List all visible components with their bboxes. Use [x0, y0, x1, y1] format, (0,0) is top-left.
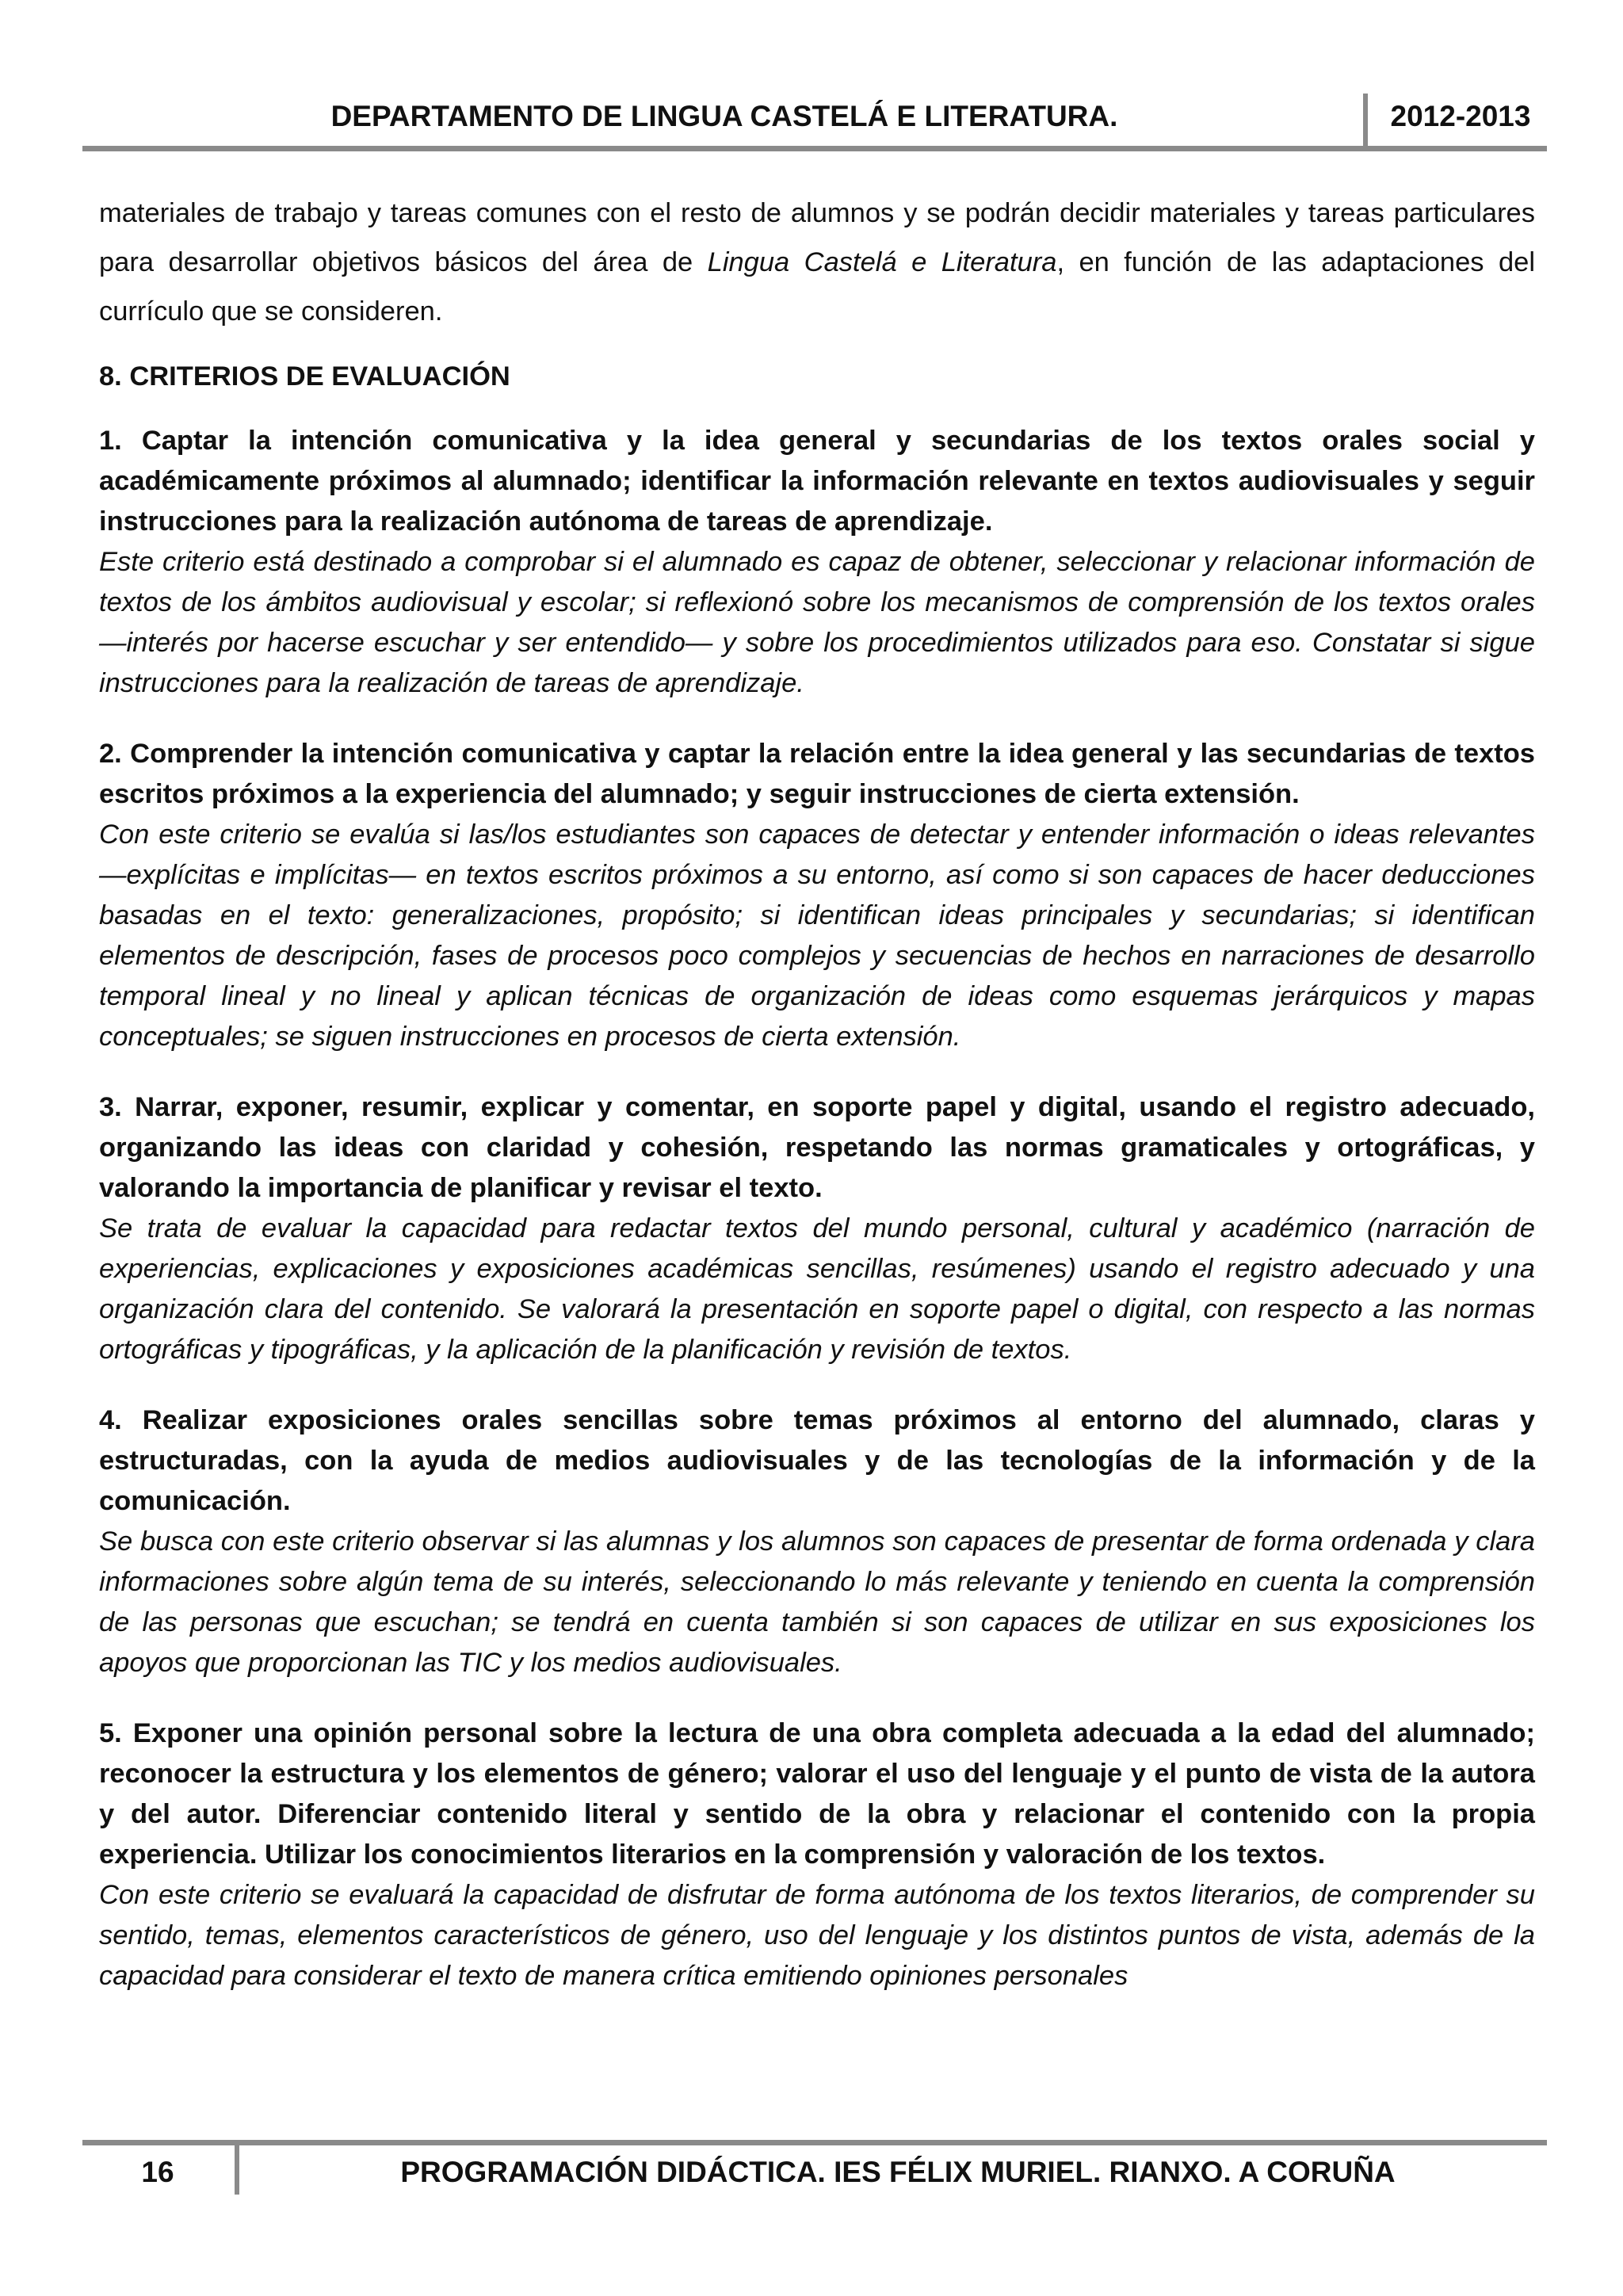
section-title: 8. CRITERIOS DE EVALUACIÓN — [99, 361, 510, 392]
page-content — [99, 189, 1535, 1996]
criterion-description: Este criterio está destinado a comprobar si el alumnado es capaz de obtener, seleccionar y relacionar información de textos de los ámbitos audiovisual y escolar; si reflexionó sobre los mecanismos de comprensión de los textos orales —interés por hacerse escuchar y ser entendido— y sobre los procedimientos utilizados para eso. Constatar si sigue instrucciones para la realización de tareas de aprendizaje. — [99, 547, 1535, 698]
intro-paragraph — [99, 189, 1535, 336]
criterion-5 — [99, 1713, 1535, 1996]
header-separator — [1363, 94, 1368, 146]
criterion-title: 2. Comprender la intención comunicativa y captar la relación entre la idea general y las secundarias de textos escritos próximos a la experiencia del alumnado; y seguir instrucciones de cierta extensión. — [99, 739, 1535, 809]
criterion-description: Con este criterio se evaluará la capacidad de disfrutar de forma autónoma de los textos literarios, de comprender su sentido, temas, elementos característicos de género, uso del lenguaje y los distintos puntos de vista, además de la capacidad para considerar el texto de manera crítica emitiendo opiniones personales — [99, 1880, 1535, 1991]
intro-text-after: , en función de las adaptaciones del currículo que se consideren. — [99, 247, 1535, 327]
criterion-4 — [99, 1400, 1535, 1683]
criterion-title: 3. Narrar, exponer, resumir, explicar y comentar, en soporte papel y digital, usando el registro adecuado, organizando las ideas con claridad y cohesión, respetando las normas gramaticales y ortográficas, y valorando la importancia de planificar y revisar el texto. — [99, 1092, 1535, 1203]
header-title: DEPARTAMENTO DE LINGUA CASTELÁ E LITERATURA. — [330, 100, 1118, 132]
criterion-description: Con este criterio se evalúa si las/los estudiantes son capaces de detectar y entender información o ideas relevantes —explícitas e implícitas— en textos escritos próximos a su entorno, así como si son capaces de hacer deducciones basadas en el texto: generalizaciones, propósito; si identifican ideas principales y secundarias; si identifican elementos de descripción, fases de procesos poco complejos y secuencias de hechos en narraciones de desarrollo temporal lineal y no lineal y aplican técnicas de organización de ideas como esquemas jerárquicos y mapas conceptuales; se siguen instrucciones en procesos de cierta extensión. — [99, 819, 1535, 1052]
criterion-3 — [99, 1087, 1535, 1370]
criterion-description: Se trata de evaluar la capacidad para redactar textos del mundo personal, cultural y académico (narración de experiencias, explicaciones y exposiciones académicas sencillas, resúmenes) usando el registro adecuado y una organización clara del contenido. Se valorará la presentación en soporte papel o digital, con respecto a las normas ortográficas y tipográficas, y la aplicación de la planificación y revisión de textos. — [99, 1213, 1535, 1365]
page-number: 16 — [141, 2156, 174, 2188]
criterion-2 — [99, 734, 1535, 1057]
criterion-title: 1. Captar la intención comunicativa y la idea general y secundarias de los textos orales social y académicamente próximos al alumnado; identificar la información relevante en textos audiovisuales y seguir instrucciones para la realización autónoma de tareas de aprendizaje. — [99, 426, 1535, 537]
header-year: 2012-2013 — [1390, 100, 1531, 132]
criterion-title: 5. Exponer una opinión personal sobre la lectura de una obra completa adecuada a la edad del alumnado; reconocer la estructura y los elementos de género; valorar el uso del lenguaje y el punto de vista de la autora y del autor. Diferenciar contenido literal y sentido de la obra y relacionar el contenido con la propia experiencia. Utilizar los conocimientos literarios en la comprensión y valoración de los textos. — [99, 1718, 1535, 1870]
header-rule — [82, 146, 1547, 151]
criterion-title: 4. Realizar exposiciones orales sencillas sobre temas próximos al entorno del alumnado, claras y estructuradas, con la ayuda de medios audiovisuales y de las tecnologías de la información y de la comunicación. — [99, 1405, 1535, 1516]
page-header — [82, 94, 1547, 151]
footer-rule — [82, 2140, 1547, 2145]
criterion-1 — [99, 421, 1535, 704]
criterion-description: Se busca con este criterio observar si las alumnas y los alumnos son capaces de presentar de forma ordenada y clara informaciones sobre algún tema de su interés, seleccionando lo más relevante y teniendo en cuenta la comprensión de las personas que escuchan; se tendrá en cuenta también si son capaces de utilizar en sus exposiciones los apoyos que proporcionan las TIC y los medios audiovisuales. — [99, 1526, 1535, 1678]
intro-text-before: materiales de trabajo y tareas comunes con el resto de alumnos y se podrán decidir materiales y tareas particulares para desarrollar objetivos básicos del área de — [99, 198, 1535, 277]
footer-separator — [235, 2145, 239, 2195]
intro-subject: Lingua Castelá e Literatura — [707, 247, 1057, 277]
page-footer — [82, 2140, 1547, 2203]
footer-text: PROGRAMACIÓN DIDÁCTICA. IES FÉLIX MURIEL. RIANXO. A CORUÑA — [400, 2156, 1396, 2188]
